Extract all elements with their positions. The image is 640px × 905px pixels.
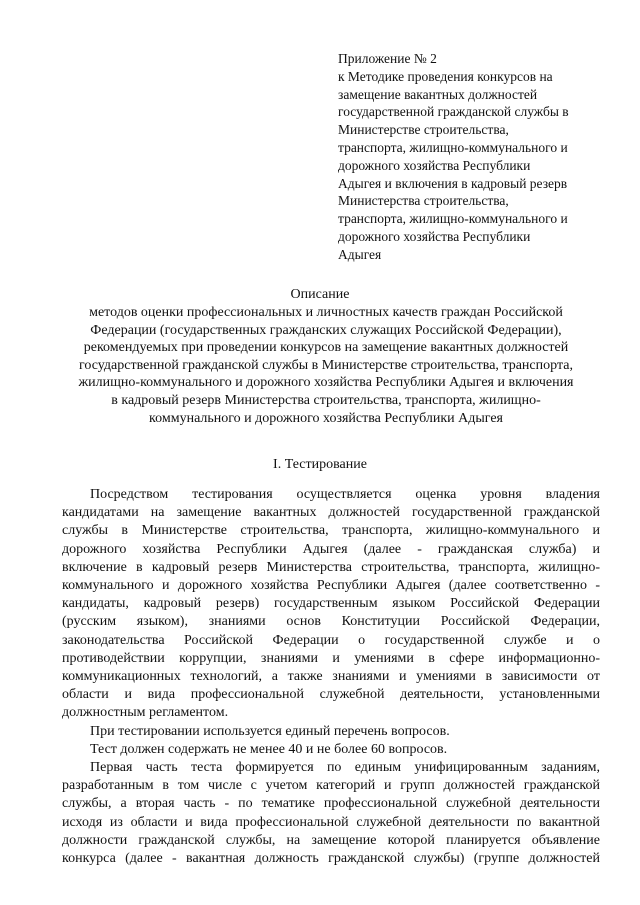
body-line: Первая часть теста формируется по единым унифицированным заданиям, [90, 760, 600, 776]
appendix-line: Адыгея и включения в кадровый резерв [338, 175, 568, 191]
appendix-line: государственной гражданской службы в [338, 104, 569, 120]
appendix-line: Адыгея [338, 246, 382, 262]
description-block [40, 304, 612, 427]
body-line: коммуникационных технологий, а также знаниями и умениями в зависимости от [62, 669, 600, 685]
section-heading: I. Тестирование [273, 457, 367, 472]
appendix-line: Министерстве строительства, [338, 122, 509, 138]
body-line: службы, а вторая часть - по тематике профессиональной служебной деятельности [62, 796, 600, 812]
body-line: области и вида профессиональной служебной деятельности, установленными [62, 687, 600, 703]
appendix-line: Приложение № 2 [338, 51, 437, 66]
body-line: При тестировании используется единый перечень вопросов. [90, 723, 450, 739]
body-line: кандидаты, кадровый резерв) государственным языком Российской Федерации [62, 596, 600, 612]
body-line: (русским языком), знаниями основ Конституции Российской Федерации, [62, 614, 600, 630]
document-title: Описание [290, 287, 350, 302]
body-line: должности гражданской службы, на замещение которой планируется объявление [62, 832, 600, 848]
body-text [62, 486, 600, 868]
appendix-line: дорожного хозяйства Республики [338, 157, 531, 173]
body-line: Тест должен содержать не менее 40 и не более 60 вопросов. [90, 741, 448, 757]
appendix-line: к Методике проведения конкурсов на [338, 68, 553, 84]
body-line: дорожного хозяйства Республики Адыгея (далее - гражданская служба) и [62, 541, 600, 557]
description-line: в кадровый резерв Министерства строительства, транспорта, жилищно- [111, 392, 541, 408]
description-line: коммунального и дорожного хозяйства Республики Адыгея [149, 410, 503, 426]
description-line: методов оценки профессиональных и личностных качеств граждан Российской [89, 305, 563, 320]
description-line: Федерации (государственных гражданских служащих Российской Федерации), [90, 322, 562, 338]
appendix-line: Министерства строительства, [338, 193, 509, 209]
description-line: жилищно-коммунального и дорожного хозяйства Республики Адыгея и включения [78, 375, 574, 391]
appendix-block [338, 50, 618, 264]
body-line: включение в кадровый резерв Министерства строительства, транспорта, жилищно- [62, 559, 600, 575]
body-line: кандидатами на замещение вакантных должностей государственной гражданской [62, 505, 600, 521]
appendix-line: транспорта, жилищно-коммунального и [338, 139, 568, 155]
body-line: коммунального и дорожного хозяйства Республики Адыгея (далее соответственно - [62, 578, 600, 594]
appendix-line: транспорта, жилищно-коммунального и [338, 211, 568, 227]
body-line: Посредством тестирования осуществляется оценка уровня владения [90, 487, 600, 502]
body-line: конкурса (далее - вакантная должность гражданской службы) (группе должностей [62, 851, 600, 867]
appendix-line: замещение вакантных должностей [338, 86, 538, 102]
body-line: законодательства Российской Федерации о государственной службе и о [62, 632, 600, 648]
description-line: государственной гражданской службы в Министерстве строительства, транспорта, [79, 357, 573, 373]
body-line: службы в Министерстве строительства, транспорта, жилищно-коммунального и [62, 523, 600, 539]
body-line: разработанным в том числе с учетом категорий и групп должностей гражданской [62, 778, 600, 794]
appendix-line: дорожного хозяйства Республики [338, 228, 531, 244]
description-line: рекомендуемых при проведении конкурсов на замещение вакантных должностей [83, 340, 569, 356]
body-line: должностным регламентом. [62, 705, 229, 721]
body-line: противодействии коррупции, знаниями и умениями в сфере информационно- [62, 650, 600, 666]
body-line: исходя из области и вида профессиональной служебной деятельности по вакантной [62, 814, 600, 830]
